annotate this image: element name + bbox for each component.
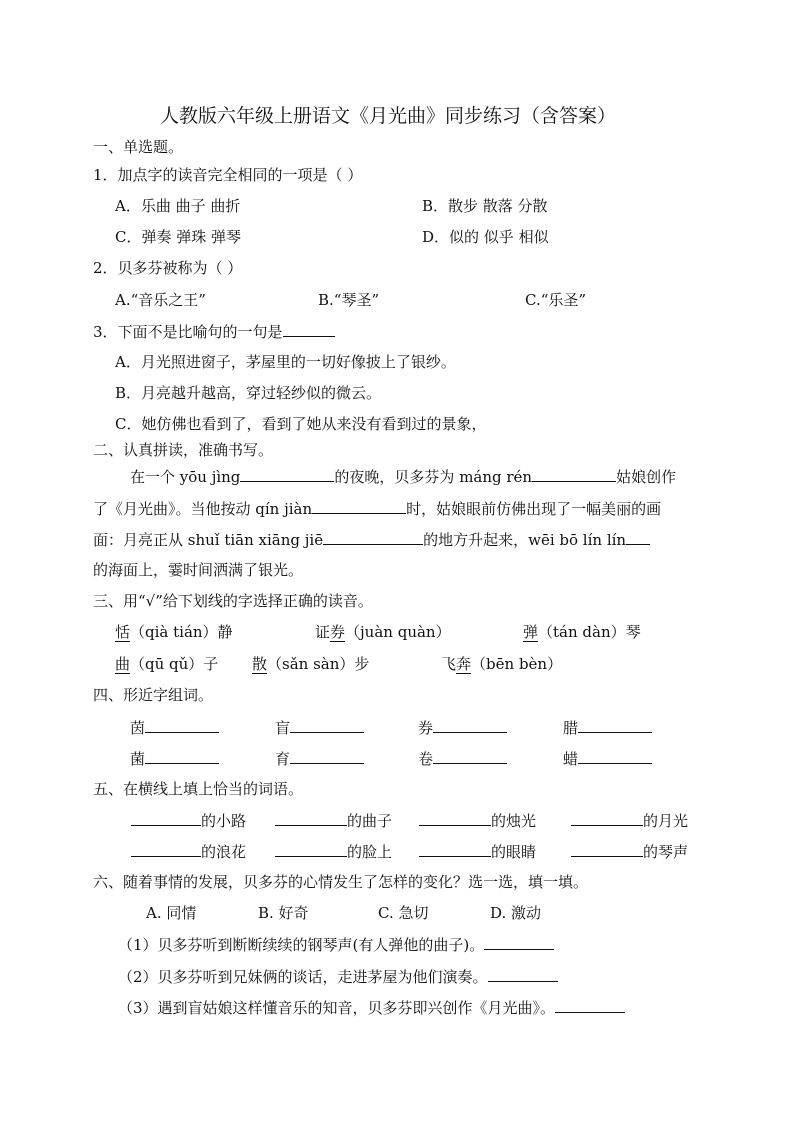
- answer-blank: [571, 841, 643, 857]
- fill-text: 的琴声: [643, 843, 689, 861]
- pinyin-text: 在一个 yōu jìng: [130, 468, 241, 486]
- s6-option: A. 同情: [146, 904, 197, 922]
- char: 券: [418, 719, 434, 737]
- char: 腊: [563, 719, 579, 737]
- char: 茵: [130, 719, 146, 737]
- s6-option: B. 好奇: [258, 904, 309, 922]
- char: 蜡: [563, 750, 579, 768]
- section-6-heading: 六、随着事情的发展，贝多芬的心情发生了怎样的变化？选一选，填一填。: [93, 873, 589, 891]
- section-4-heading: 四、形近字组词。: [93, 686, 214, 704]
- pinyin-line-1: [130, 466, 676, 487]
- pinyin-text: 了《月光曲》。当他按动 qín jiàn: [93, 500, 313, 518]
- answer-blank: [419, 810, 491, 826]
- fill-text: 的月光: [643, 812, 689, 830]
- pron-item: [441, 654, 562, 674]
- pron-options: （qū qǔ）子: [130, 655, 219, 673]
- pron-options: （bēn bèn）: [471, 655, 563, 673]
- pron-char: 飞: [441, 655, 457, 673]
- word-item: [418, 748, 507, 769]
- section-5-heading: 五、在横线上填上恰当的词语。: [93, 780, 304, 798]
- answer-blank: [484, 934, 554, 950]
- fill-item: [419, 841, 536, 862]
- fill-text: 的烛光: [491, 812, 537, 830]
- q2-option-c: C.“乐圣”: [525, 291, 587, 309]
- answer-blank: [433, 717, 507, 733]
- fill-item: [131, 841, 246, 862]
- q3-option-b: B．月亮越升越高，穿过轻纱似的微云。: [115, 384, 382, 402]
- s6-question-1: [118, 934, 554, 955]
- word-item: [130, 717, 219, 738]
- answer-blank: [578, 748, 652, 764]
- pron-char: 证: [315, 623, 331, 641]
- answer-blank: [275, 810, 347, 826]
- pinyin-line-4: 的海面上，霎时间洒满了银光。: [93, 561, 304, 579]
- fill-text: 的眼睛: [491, 843, 537, 861]
- fill-item: [275, 841, 392, 862]
- underlined-char: 散: [252, 655, 268, 673]
- pinyin-text: 面：月亮正从 shuǐ tiān xiāng jiē: [93, 531, 324, 549]
- word-item: [563, 748, 652, 769]
- s6-question-text: （2）贝多芬听到兄妹俩的谈话，走进茅屋为他们演奏。: [118, 968, 488, 986]
- q1-option-b: B．散步 散落 分散: [422, 197, 548, 215]
- fill-text: 的脸上: [347, 843, 393, 861]
- answer-blank: [555, 997, 625, 1013]
- pron-options: （sǎn sàn）步: [267, 655, 370, 673]
- s6-question-2: [118, 966, 558, 987]
- fill-item: [275, 810, 392, 831]
- answer-blank: [626, 529, 650, 545]
- pinyin-text: 姑娘创作: [616, 468, 677, 486]
- word-item: [418, 717, 507, 738]
- word-item: [275, 717, 364, 738]
- pron-options: （qià tián）静: [130, 623, 233, 641]
- section-1-heading: 一、单选题。: [93, 138, 184, 156]
- answer-blank: [145, 717, 219, 733]
- underlined-char: 奔: [456, 655, 472, 673]
- pinyin-text: 的地方升起来，wēi bō lín lín: [423, 531, 627, 549]
- pron-item: [252, 654, 369, 674]
- char: 卷: [418, 750, 434, 768]
- answer-blank: [275, 841, 347, 857]
- section-3-heading: 三、用“√”给下划线的字选择正确的读音。: [93, 592, 373, 610]
- answer-blank: [433, 748, 507, 764]
- q1-stem: 1．加点字的读音完全相同的一项是（ ）: [93, 166, 363, 184]
- q2-option-b: B.“琴圣”: [318, 291, 380, 309]
- pron-item: [115, 654, 218, 674]
- pron-options: （tán dàn）琴: [538, 623, 641, 641]
- char: 盲: [275, 719, 291, 737]
- answer-blank: [323, 529, 423, 545]
- char: 育: [275, 750, 291, 768]
- q3-option-c: C．她仿佛也看到了，看到了她从来没有看到过的景象，: [115, 415, 487, 433]
- q1-option-c: C．弹奏 弹珠 弹琴: [115, 228, 242, 246]
- word-item: [130, 748, 219, 769]
- fill-item: [571, 810, 688, 831]
- answer-blank: [290, 748, 364, 764]
- answer-blank: [571, 810, 643, 826]
- fill-text: 的浪花: [201, 843, 247, 861]
- q3-stem: 3．下面不是比喻句的一句是: [93, 323, 283, 341]
- pinyin-text: 时，姑娘眼前仿佛出现了一幅美丽的画: [406, 500, 662, 518]
- page-title: 人教版六年级上册语文《月光曲》同步练习（含答案）: [160, 105, 617, 127]
- pron-options: （juàn quàn）: [345, 623, 451, 641]
- fill-item: [131, 810, 246, 831]
- answer-blank: [488, 966, 558, 982]
- s6-question-text: （1）贝多芬听到断断续续的钢琴声(有人弹他的曲子)。: [118, 936, 485, 954]
- pinyin-text: 的夜晚，贝多芬为 máng rén: [334, 468, 533, 486]
- q3-option-a: A．月光照进窗子，茅屋里的一切好像披上了银纱。: [115, 353, 456, 371]
- answer-blank: [532, 466, 616, 482]
- q2-stem: 2．贝多芬被称为（ ）: [93, 259, 243, 277]
- answer-blank: [283, 321, 335, 337]
- fill-text: 的小路: [201, 812, 247, 830]
- answer-blank: [312, 498, 406, 514]
- fill-text: 的曲子: [347, 812, 393, 830]
- q3-row: [93, 321, 335, 342]
- fill-item: [571, 841, 688, 862]
- underlined-char: 券: [330, 623, 346, 641]
- underlined-char: 恬: [115, 623, 131, 641]
- answer-blank: [131, 810, 201, 826]
- pinyin-line-2: [93, 498, 661, 519]
- answer-blank: [131, 841, 201, 857]
- answer-blank: [240, 466, 334, 482]
- answer-blank: [578, 717, 652, 733]
- pron-item: [315, 622, 451, 642]
- section-2-heading: 二、认真拼读，准确书写。: [93, 441, 274, 459]
- answer-blank: [419, 841, 491, 857]
- underlined-char: 曲: [115, 655, 131, 673]
- word-item: [275, 748, 364, 769]
- answer-blank: [145, 748, 219, 764]
- fill-item: [419, 810, 536, 831]
- q2-option-a: A.“音乐之王”: [115, 291, 206, 309]
- s6-question-text: （3）遇到盲姑娘这样懂音乐的知音，贝多芬即兴创作《月光曲》。: [118, 999, 556, 1017]
- pron-item: [523, 622, 641, 642]
- s6-question-3: [118, 997, 625, 1018]
- pinyin-line-3: [93, 529, 650, 550]
- underlined-char: 弹: [523, 623, 539, 641]
- s6-option: C. 急切: [378, 904, 429, 922]
- answer-blank: [290, 717, 364, 733]
- s6-option: D. 激动: [490, 904, 542, 922]
- char: 菌: [130, 750, 146, 768]
- q1-option-d: D．似的 似乎 相似: [422, 228, 549, 246]
- q1-option-a: A．乐曲 曲子 曲折: [115, 197, 241, 215]
- pron-item: [115, 622, 233, 642]
- word-item: [563, 717, 652, 738]
